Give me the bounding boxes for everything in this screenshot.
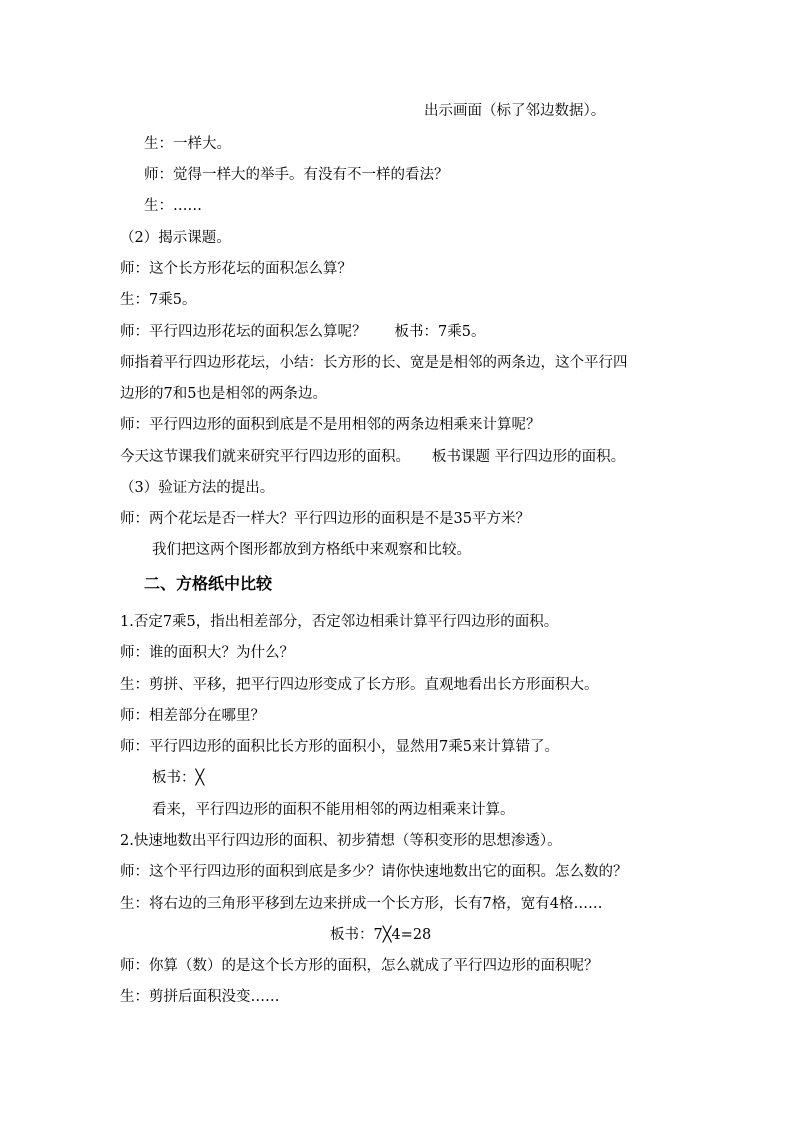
text-line: 1.否定7乘5，指出相差部分，否定邻边相乘计算平行四边形的面积。 [120,614,559,630]
text-line: 师：觉得一样大的举手。有没有不一样的看法？ [144,167,449,183]
text-line: 出示画面（标了邻边数据）。 [424,103,606,119]
text-line: 师：相差部分在哪里？ [120,708,265,724]
text-line: 师指着平行四边形花坛，小结：长方形的长、宽是是相邻的两条边，这个平行四 [120,355,628,371]
section-heading: 二、方格纸中比较 [144,574,273,593]
text-line: 师：平行四边形的面积比长方形的面积小，显然用7乘5来计算错了。 [120,739,559,755]
text-line [120,447,625,467]
text-line: 生：剪拼、平移，把平行四边形变成了长方形。直观地看出长方形面积大。 [120,677,599,693]
text-line: （3）验证方法的提出。 [120,480,275,496]
text-line: 生：7乘5。 [120,292,197,308]
text-line: 我们把这两个图形都放到方格纸中来观察和比较。 [152,542,471,558]
board-note: 板书课题 平行四边形的面积。 [432,449,626,465]
text-line: 师：两个花坛是否一样大？平行四边形的面积是不是35平方米？ [120,511,530,527]
text-line: 板书：7╳4=28 [330,927,432,943]
text-line: 师：这个平行四边形的面积到底是多少？请你快速地数出它的面积。怎么数的？ [120,864,628,880]
text-line: 2.快速地数出平行四边形的面积、初步猜想（等积变形的思想渗透）。 [120,833,562,849]
text-line: 生：…… [144,198,202,214]
text-line: 师：这个长方形花坛的面积怎么算？ [120,261,352,277]
text-line: 师：平行四边形的面积到底是不是用相邻的两条边相乘来计算呢？ [120,417,541,433]
text-line: 师：谁的面积大？为什么？ [120,645,294,661]
text-line: 生：剪拼后面积没变…… [120,989,280,1005]
text-segment: 今天这节课我们就来研究平行四边形的面积。 [120,449,410,465]
text-line: 生：一样大。 [144,136,231,152]
text-line: 师：你算（数）的是这个长方形的面积，怎么就成了平行四边形的面积呢？ [120,958,599,974]
text-segment: 师：平行四边形花坛的面积怎么算呢？ [120,324,367,340]
text-line: （2）揭示课题。 [120,230,231,246]
text-line: 板书：╳ [152,770,205,786]
text-line: 边形的7和5也是相邻的两条边。 [120,386,327,402]
text-line [120,322,485,342]
text-line: 生：将右边的三角形平移到左边来拼成一个长方形，长有7格，宽有4格…… [120,896,603,912]
text-line: 看来，平行四边形的面积不能用相邻的两边相乘来计算。 [152,802,515,818]
board-note: 板书：7乘5。 [394,324,486,340]
